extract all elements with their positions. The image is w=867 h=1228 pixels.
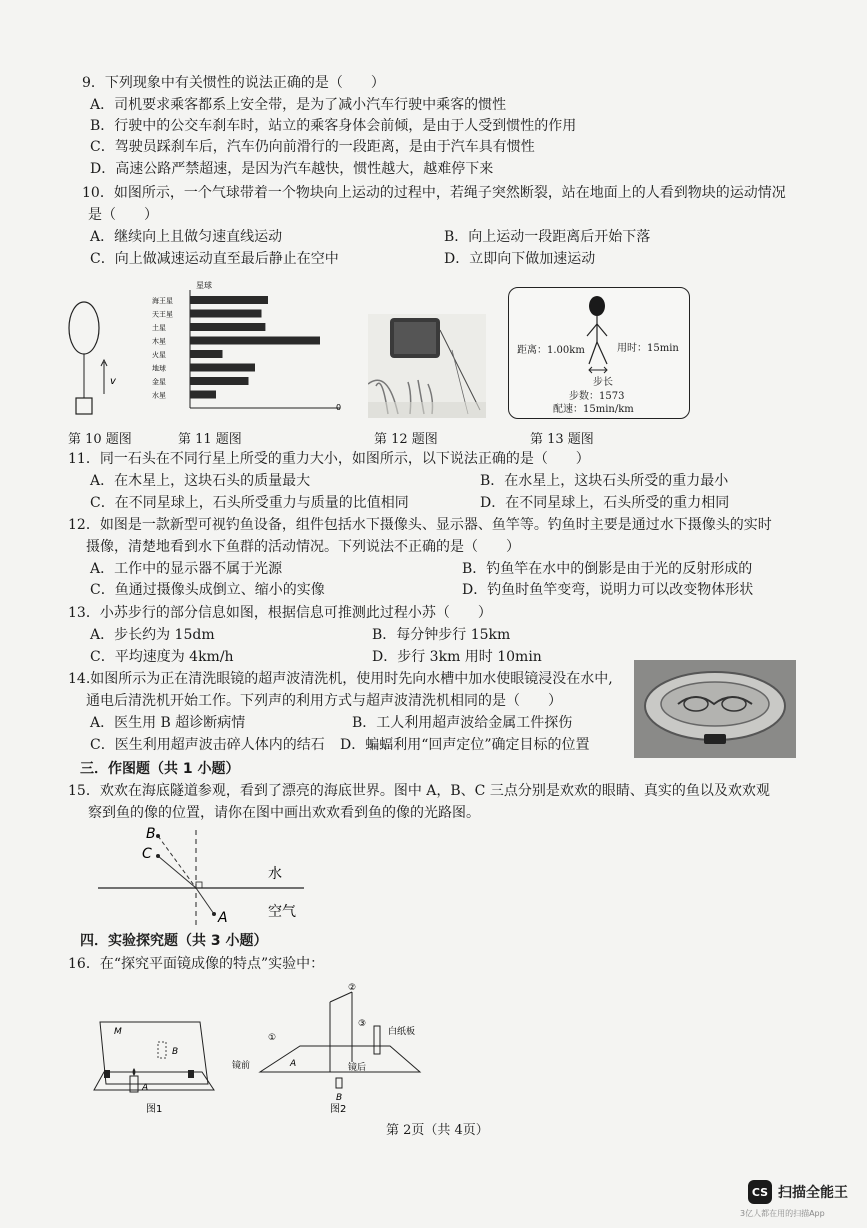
fig16-b2-label: B bbox=[336, 1093, 343, 1103]
fig13-walk-info-panel bbox=[508, 287, 690, 419]
q13-option-a: A．步长约为 15dm bbox=[90, 627, 215, 643]
fig16-a1-label: A bbox=[142, 1083, 149, 1093]
fig11-bar-label: 木星 bbox=[152, 337, 166, 346]
q16-stem: 16．在“探究平面镜成像的特点”实验中： bbox=[68, 956, 325, 972]
section-3-heading: 三．作图题（共 1 小题） bbox=[80, 761, 240, 777]
fig14-ultrasonic-cleaner-photo bbox=[634, 660, 796, 758]
q11-stem: 11．同一石头在不同行星上所受的重力大小，如图所示，以下说法正确的是（ ） bbox=[68, 451, 590, 467]
fig11-bar bbox=[190, 296, 268, 304]
white-board-label: 白纸板 bbox=[388, 1027, 416, 1037]
fig11-bar-label: 天王星 bbox=[152, 310, 173, 319]
point-c-label: C bbox=[142, 846, 152, 862]
fig11-bar bbox=[190, 323, 265, 331]
balloon-shape bbox=[69, 302, 99, 354]
fig16-label-2: ② bbox=[348, 983, 357, 993]
fig16-a2-label: A bbox=[290, 1059, 297, 1069]
caption-fig11: 第 11 题图 bbox=[178, 432, 242, 447]
caption-fig13: 第 13 题图 bbox=[530, 432, 594, 447]
fig16-label-1: ① bbox=[268, 1033, 277, 1043]
block-shape bbox=[76, 398, 92, 414]
q10-option-a: A．继续向上且做匀速直线运动 bbox=[90, 229, 283, 245]
fig11-bar bbox=[190, 350, 223, 358]
fig12-fishing-device-photo bbox=[368, 314, 486, 418]
fig11-bar bbox=[190, 310, 262, 318]
mirror-back-label: 镜后 bbox=[348, 1063, 367, 1073]
q14-option-d: D．蝙蝠利用“回声定位”确定目标的位置 bbox=[340, 737, 590, 753]
water-label: 水 bbox=[268, 866, 282, 882]
q10-stem-cont: 是（ ） bbox=[88, 207, 158, 223]
time-label: 用时：15min bbox=[617, 343, 679, 354]
fig11-bar-label: 海王星 bbox=[152, 297, 173, 305]
mirror-front-label: 镜前 bbox=[232, 1061, 251, 1071]
fig15-refraction-diagram bbox=[92, 822, 312, 928]
caption-fig12: 第 12 题图 bbox=[374, 432, 438, 447]
q14-option-c: C．医生利用超声波击碎人体内的结石 bbox=[90, 737, 325, 753]
fig16-plane-mirror-figures bbox=[90, 982, 480, 1118]
q9-option-b: B．行驶中的公交车刹车时，站立的乘客身体会前倾，是由于人受到惯性的作用 bbox=[90, 118, 577, 134]
q15-stem-cont: 察到鱼的像的位置，请你在图中画出欢欢看到鱼的像的光路图。 bbox=[88, 805, 480, 821]
fig16-caption-1: 图1 bbox=[146, 1104, 163, 1115]
walker-icon bbox=[569, 294, 629, 374]
fig16-b1-label: B bbox=[172, 1047, 179, 1057]
q9-option-d: D．高速公路严禁超速，是因为汽车越快，惯性越大，越难停下来 bbox=[90, 161, 494, 177]
q10-stem: 10．如图所示，一个气球带着一个物块向上运动的过程中，若绳子突然断裂，站在地面上的人看到物块的运动情况 bbox=[82, 185, 786, 201]
fig11-x-tick: 0 bbox=[336, 403, 342, 412]
fig10-balloon-figure bbox=[66, 298, 126, 422]
steps-value: 1573 bbox=[599, 391, 625, 402]
scanner-app-name: 扫描全能王 bbox=[778, 1185, 848, 1201]
page-footer: 第 2页（共 4页） bbox=[386, 1123, 489, 1138]
fig11-bar-label: 土星 bbox=[152, 324, 166, 332]
q11-option-d: D．在不同星球上，石头所受的重力相同 bbox=[480, 495, 730, 511]
fig11-bar bbox=[190, 391, 216, 399]
q11-option-c: C．在不同星球上，石头所受重力与质量的比值相同 bbox=[90, 495, 409, 511]
q14-stem-cont: 通电后清洗机开始工作。下列声的利用方式与超声波清洗机相同的是（ ） bbox=[86, 693, 562, 709]
q13-stem: 13．小苏步行的部分信息如图，根据信息可推测此过程小苏（ ） bbox=[68, 605, 492, 621]
q14-option-b: B．工人利用超声波给金属工件探伤 bbox=[352, 715, 573, 731]
q10-option-b: B．向上运动一段距离后开始下落 bbox=[444, 229, 651, 245]
q9-option-c: C．驾驶员踩刹车后，汽车仍向前滑行的一段距离，是由于汽车具有惯性 bbox=[90, 139, 535, 155]
q10-option-d: D．立即向下做加速运动 bbox=[444, 251, 596, 267]
stride-label: 步长 bbox=[593, 377, 613, 388]
q12-option-c: C．鱼通过摄像头成倒立、缩小的实像 bbox=[90, 582, 325, 598]
q10-option-c: C．向上做减速运动直至最后静止在空中 bbox=[90, 251, 339, 267]
pace-label: 配速：15min/km bbox=[553, 404, 634, 415]
point-b-label: B bbox=[146, 826, 156, 842]
q13-option-d: D．步行 3km 用时 10min bbox=[372, 649, 542, 665]
fig11-gravity-bar-chart bbox=[150, 280, 350, 412]
q9-stem: 9．下列现象中有关惯性的说法正确的是（ ） bbox=[82, 75, 385, 91]
air-label: 空气 bbox=[268, 904, 296, 920]
scanner-app-slogan: 3亿人都在用的扫描App bbox=[740, 1209, 825, 1218]
q12-option-b: B．钓鱼竿在水中的倒影是由于光的反射形成的 bbox=[462, 561, 753, 577]
q13-option-c: C．平均速度为 4km/h bbox=[90, 649, 234, 665]
q11-option-a: A．在木星上，这块石头的质量最大 bbox=[90, 473, 311, 489]
fig11-bar bbox=[190, 377, 249, 385]
q14-option-a: A．医生用 B 超诊断病情 bbox=[90, 715, 246, 731]
fig16-label-3: ③ bbox=[358, 1019, 367, 1029]
velocity-label: v bbox=[110, 376, 116, 387]
q12-option-d: D．钓鱼时鱼竿变弯，说明力可以改变物体形状 bbox=[462, 582, 754, 598]
scanner-app-watermark bbox=[740, 1180, 848, 1218]
caption-fig10: 第 10 题图 bbox=[68, 432, 132, 447]
fig11-bar-label: 水星 bbox=[152, 391, 166, 400]
q12-stem: 12．如图是一款新型可视钓鱼设备，组件包括水下摄像头、显示器、鱼竿等。钓鱼时主要是通过水下摄像头的实时 bbox=[68, 517, 772, 533]
fig16-mirror-m-label: M bbox=[114, 1027, 122, 1037]
section-4-heading: 四．实验探究题（共 3 小题） bbox=[80, 933, 268, 949]
q9-option-a: A．司机要求乘客都系上安全带，是为了减小汽车行驶中乘客的惯性 bbox=[90, 97, 507, 113]
fig16-caption-2: 图2 bbox=[330, 1104, 347, 1115]
fig11-axis-title: 星球 bbox=[196, 281, 212, 290]
q13-option-b: B．每分钟步行 15km bbox=[372, 627, 511, 643]
fig11-bar-label: 地球 bbox=[152, 364, 166, 373]
q12-stem-cont: 摄像，清楚地看到水下鱼群的活动情况。下列说法不正确的是（ ） bbox=[86, 539, 520, 555]
fig11-bar-label: 金星 bbox=[152, 378, 166, 386]
q14-stem: 14.如图所示为正在清洗眼镜的超声波清洗机，使用时先向水槽中加水使眼镜浸没在水中, bbox=[68, 671, 613, 687]
distance-label: 距离：1.00km bbox=[517, 345, 585, 356]
point-a-label: A bbox=[218, 910, 228, 926]
q12-option-a: A．工作中的显示器不属于光源 bbox=[90, 561, 283, 577]
fig11-bar bbox=[190, 364, 255, 372]
fig11-bar-label: 火星 bbox=[152, 351, 166, 359]
steps-label: 步数： bbox=[569, 391, 599, 402]
scanner-logo-icon: CS bbox=[748, 1180, 772, 1204]
q11-option-b: B．在水星上，这块石头所受的重力最小 bbox=[480, 473, 729, 489]
fig11-bar bbox=[190, 337, 320, 345]
q15-stem: 15．欢欢在海底隧道参观，看到了漂亮的海底世界。图中 A，B、C 三点分别是欢欢的眼睛、真实的鱼以及欢欢观 bbox=[68, 783, 770, 799]
